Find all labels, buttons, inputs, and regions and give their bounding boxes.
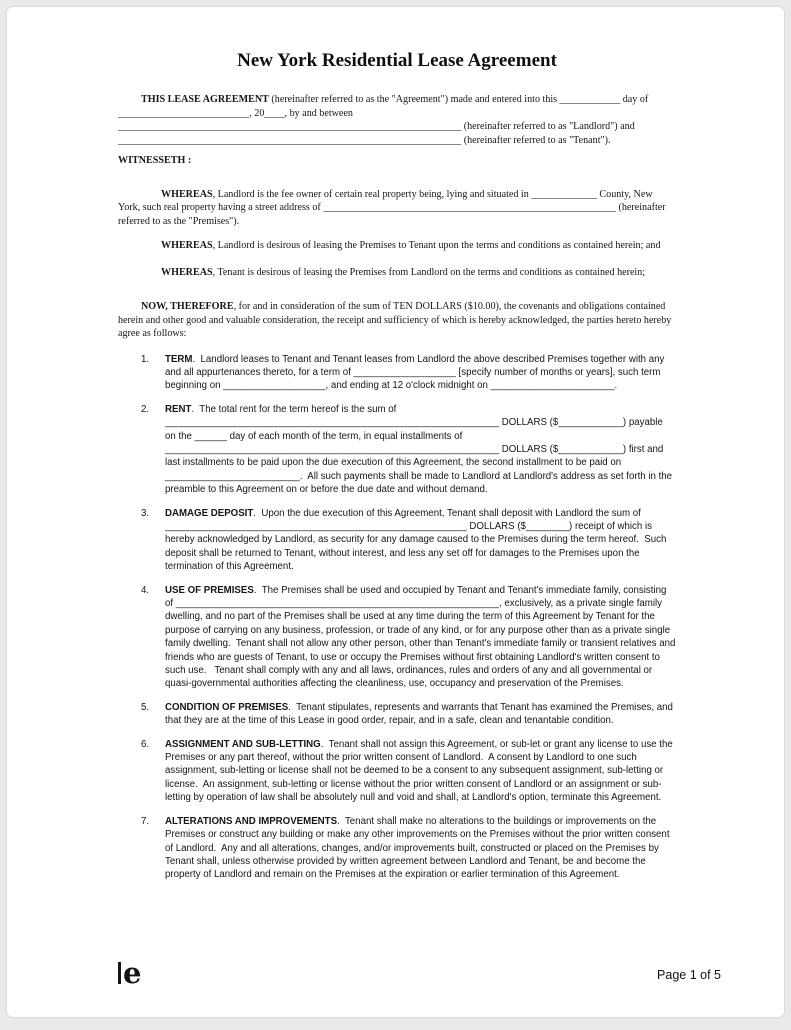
clause-body: . Upon the due execution of this Agreement, Tenant shall deposit with Landlord the sum of ________________________________________________________ DOLLARS ($________) receipt of which is hereby acknowledged by Landlord, as security for any damage caused to the Premises during the term hereof. Such deposit shall be returned to Tenant, without interest, and less any set off for damages to the Premises upon the termination of this Agreement.	[165, 507, 670, 573]
clause-text	[165, 738, 676, 805]
clause-number: 5.	[141, 701, 150, 713]
eforms-logo	[118, 957, 144, 987]
clause-heading: ASSIGNMENT AND SUB-LETTING	[165, 738, 321, 750]
clause-text	[165, 701, 676, 728]
clause-heading: ALTERATIONS AND IMPROVEMENTS	[165, 815, 338, 827]
clause-heading: USE OF PREMISES	[165, 584, 254, 596]
clause-number: 3.	[141, 507, 150, 519]
document-content	[7, 7, 784, 882]
clause-heading: DAMAGE DEPOSIT	[165, 507, 254, 519]
clause-condition-of-premises	[141, 701, 676, 728]
now-therefore-lead: NOW, THEREFORE	[141, 301, 234, 312]
whereas-clause-3-lead: WHEREAS	[161, 266, 213, 278]
whereas-clause-2-lead: WHEREAS	[161, 240, 213, 251]
clause-body: . Tenant stipulates, represents and warrants that Tenant has examined the Premises, and that they are at the time of this Lease in good order, repair, and in a safe, clean and tenantable condition.	[165, 701, 676, 727]
clause-text	[165, 507, 676, 574]
clause-text	[165, 403, 676, 497]
now-therefore-paragraph	[118, 300, 676, 341]
whereas-clause-2-text: , Landlord is desirous of leasing the Premises to Tenant upon the terms and conditions as contained herein; and	[212, 240, 661, 251]
clause-number: 1.	[141, 353, 150, 365]
whereas-clause-1-text: , Landlord is the fee owner of certain real property being, lying and situated in _____________ County, New York, such real property having a street address of __________________________________________________________ (hereinafter referred to as the "Premises").	[118, 188, 669, 227]
lease-document-page	[6, 6, 785, 1018]
now-therefore-text: , for and in consideration of the sum of TEN DOLLARS ($10.00), the covenants and obligations contained herein and other good and valuable consideration, the receipt and sufficiency of which is hereby acknowledged, the parties hereto hereby agree as follows:	[118, 301, 674, 339]
clause-heading: RENT	[165, 403, 192, 415]
eforms-logo-icon	[118, 957, 144, 987]
clause-alterations-improvements	[141, 815, 676, 882]
eforms-logo-letter: e	[123, 957, 142, 987]
page-number-label: Page 1 of 5	[657, 968, 721, 982]
clause-use-of-premises	[141, 584, 679, 691]
numbered-clauses-list	[141, 353, 679, 882]
clause-text	[165, 815, 676, 882]
whereas-clause-1-lead: WHEREAS	[161, 188, 213, 200]
clause-body: . The total rent for the term hereof is the sum of ______________________________________________________________ DOLLARS ($____________) payable on the ______ day of each month of the term, in equal installments of ______________________________________________________________ DOLLARS ($____________) first and last installments to be paid upon the due execution of this Agreement, the second installment to be paid on _________________________. All such payments shall be made to Landlord at Landlord's address as set forth in the preamble to this Agreement on or before the due date and without demand.	[165, 403, 675, 496]
clause-text	[165, 584, 679, 691]
opening-paragraph	[118, 93, 676, 147]
clause-body: . Tenant shall not assign this Agreement, or sub-let or grant any license to use the Premises or any part thereof, without the prior written consent of Landlord. A consent by Landlord to one such assignment, sub-letting or license shall not be deemed to be a consent to any subsequent assignment, sub-letting or license. An assignment, sub-letting or license without the prior written consent of Landlord or an assignment or sub-letting by operation of law shall be absolutely null and void and shall, at Landlord's option, terminate this Agreement.	[165, 738, 676, 804]
clause-assignment-subletting	[141, 738, 676, 805]
clause-heading: TERM	[165, 353, 193, 365]
whereas-clause-3-text: , Tenant is desirous of leasing the Premises from Landlord on the terms and conditions as contained herein;	[212, 266, 646, 278]
clause-term	[141, 353, 676, 393]
clause-text	[165, 353, 676, 393]
whereas-clause-3	[118, 266, 676, 280]
clause-damage-deposit	[141, 507, 676, 574]
clause-body: . Tenant shall make no alterations to the buildings or improvements on the Premises or construct any building or make any other improvements on the Premises without the prior written consent of Landlord. Any and all alterations, changes, and/or improvements built, constructed or placed on the Premises by Tenant shall, unless otherwise provided by written agreement between Landlord and Tenant, be and become the property of Landlord and remain on the Premises at the expiration or earlier termination of this Agreement.	[165, 815, 673, 881]
clause-rent	[141, 403, 676, 497]
document-title: New York Residential Lease Agreement	[237, 50, 557, 71]
witnesseth-heading: WITNESSETH :	[118, 155, 192, 166]
opening-paragraph-text: (hereinafter referred to as the "Agreement") made and entered into this ____________ day of __________________________, 20____, by and between ____________________________________________________________________ (hereinafter referred to as "Landlord") and ____________________________________________________________________ (hereinafter referred to as "Tenant").	[118, 94, 651, 146]
page-footer	[118, 957, 721, 987]
clause-number: 7.	[141, 815, 150, 827]
whereas-clause-2	[118, 239, 676, 253]
clause-body: . The Premises shall be used and occupied by Tenant and Tenant's immediate family, consisting of ____________________________________________________________, exclusively, as a private single family dwelling, and no part of the Premises shall be used at any time during the term of this Agreement by Tenant for the purpose of carrying on any business, profession, or trade of any kind, or for any purpose other than as a private single family dwelling. Tenant shall not allow any other person, other than Tenant's immediate family or transient relatives and friends who are guests of Tenant, to use or occupy the Premises without first obtaining Landlord's written consent to such use. Tenant shall comply with any and all laws, ordinances, rules and orders of any and all governmental or quasi-governmental authorities affecting the cleanliness, use, occupancy and preservation of the Premises.	[165, 584, 679, 690]
clause-body: . Landlord leases to Tenant and Tenant leases from Landlord the above described Premises together with any and all appurtenances thereto, for a term of ___________________ [specify number of months or years], such term beginning on ___________________, and ending at 12 o'clock midnight on _______________________.	[165, 353, 668, 392]
clause-heading: CONDITION OF PREMISES	[165, 701, 289, 713]
clause-number: 2.	[141, 403, 150, 415]
clause-number: 6.	[141, 738, 150, 750]
clause-number: 4.	[141, 584, 150, 596]
opening-paragraph-lead: THIS LEASE AGREEMENT	[141, 94, 269, 105]
whereas-clause-1	[118, 188, 676, 229]
